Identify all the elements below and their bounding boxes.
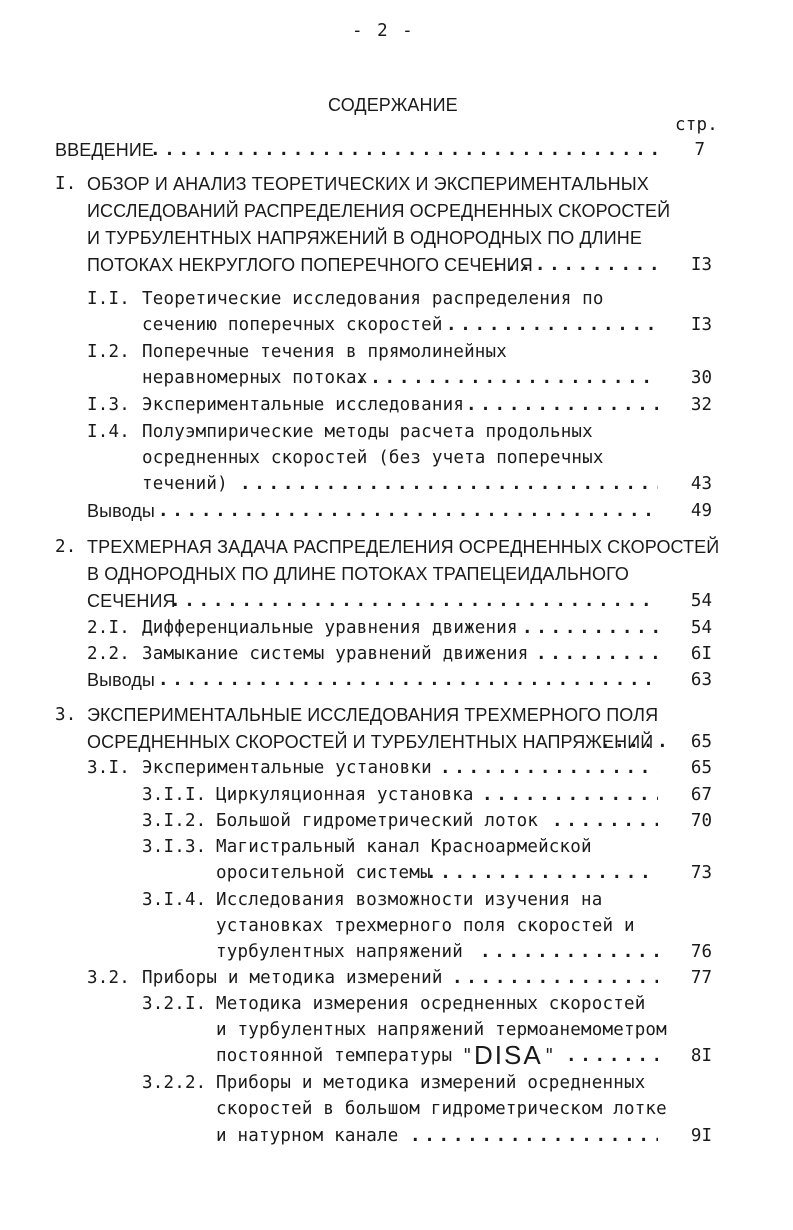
- section-title-line: Приборы и методика измерений: [142, 968, 443, 988]
- subsection-number: 3.I.I.: [142, 785, 207, 805]
- leader-dots: [426, 862, 658, 884]
- chapter-number: 2.: [55, 537, 77, 557]
- subsection-number: 3.2.I.: [142, 994, 207, 1014]
- subsection-title-line: и турбулентных напряжений термоанемометром: [216, 1020, 667, 1040]
- chapter-title-line: ЭКСПЕРИМЕНТАЛЬНЫЕ ИССЛЕДОВАНИЯ ТРЕХМЕРНОГО ПОЛЯ: [87, 705, 659, 725]
- section-number: I.2.: [87, 342, 130, 362]
- page-ref: 54: [690, 618, 712, 638]
- page-ref: 54: [690, 591, 712, 611]
- page-ref: 70: [690, 811, 712, 831]
- leader-dots: [446, 314, 658, 336]
- page-column-label: стр.: [675, 115, 718, 135]
- page-ref: 63: [690, 670, 712, 690]
- section-number: 2.I.: [87, 618, 130, 638]
- section-title-line: Поперечные течения в прямолинейных: [142, 342, 508, 362]
- subsection-title-line: Магистральный канал Красноармейской: [216, 837, 592, 857]
- subsection-number: 3.2.2.: [142, 1073, 207, 1093]
- leader-dots: [600, 731, 664, 753]
- page-ref: 65: [690, 758, 712, 778]
- page-ref: 73: [690, 863, 712, 883]
- page-ref: 7: [694, 140, 705, 160]
- section-title-line: сечению поперечных скоростей: [142, 315, 443, 335]
- chapter-number: I.: [55, 174, 77, 194]
- page-ref: 8I: [690, 1046, 712, 1066]
- section-title-line: Дифференциальные уравнения движения: [142, 618, 518, 638]
- section-title-line: Полуэмпирические методы расчета продольных: [142, 422, 593, 442]
- subsection-title-line: Методика измерения осредненных скоростей: [216, 994, 646, 1014]
- chapter-title-line: ТРЕХМЕРНАЯ ЗАДАЧА РАСПРЕДЕЛЕНИЯ ОСРЕДНЕННЫХ СКОРОСТЕЙ: [87, 537, 720, 557]
- conclusions-entry: Выводы: [87, 670, 155, 690]
- page-ref: 43: [690, 474, 712, 494]
- page-ref: 30: [690, 368, 712, 388]
- page-ref: 77: [690, 968, 712, 988]
- chapter-title-line: В ОДНОРОДНЫХ ПО ДЛИНЕ ПОТОКАХ ТРАПЕЦЕИДАЛЬНОГО: [87, 564, 630, 584]
- chapter-number: 3.: [55, 705, 77, 725]
- leader-dots: [566, 1045, 658, 1067]
- chapter-title-line: ОБЗОР И АНАЛИЗ ТЕОРЕТИЧЕСКИХ И ЭКСПЕРИМЕНТАЛЬНЫХ: [87, 174, 649, 194]
- leader-dots: [150, 139, 658, 161]
- section-title-line: осредненных скоростей (без учета поперечных: [142, 448, 604, 468]
- chapter-title-line: И ТУРБУЛЕНТНЫХ НАПРЯЖЕНИЙ В ОДНОРОДНЫХ ПО ДЛИНЕ: [87, 228, 642, 248]
- conclusions-entry: Выводы: [87, 501, 155, 521]
- subsection-title-line: Циркуляционная установка: [216, 785, 474, 805]
- toc-title: СОДЕРЖАНИЕ: [328, 95, 458, 115]
- subsection-title-line: скоростей в большом гидрометрическом лотке: [216, 1099, 667, 1119]
- section-title-line: Замыкание системы уравнений движения: [142, 644, 529, 664]
- toc-entry-intro: ВВЕДЕНИЕ: [55, 140, 154, 160]
- section-number: I.4.: [87, 422, 130, 442]
- leader-dots: [522, 617, 658, 639]
- section-number: 2.2.: [87, 644, 130, 664]
- section-title-line: Экспериментальные установки: [142, 758, 432, 778]
- page-ref: 9I: [690, 1126, 712, 1146]
- leader-dots: [480, 941, 658, 963]
- page-ref: 49: [690, 501, 712, 521]
- leader-dots: [492, 254, 658, 276]
- subsection-number: 3.I.4.: [142, 890, 207, 910]
- page-ref: I3: [690, 315, 712, 335]
- section-title-line: Экспериментальные исследования: [142, 395, 465, 415]
- section-title-line: неравномерных потоках: [142, 368, 368, 388]
- section-number: I.I.: [87, 289, 130, 309]
- subsection-title-line: оросительной системы: [216, 863, 431, 883]
- section-title-line: Теоретические исследования распределения по: [142, 289, 604, 309]
- chapter-title-line: ПОТОКАХ НЕКРУГЛОГО ПОПЕРЕЧНОГО СЕЧЕНИЯ: [87, 255, 533, 275]
- page-ref: 65: [690, 732, 712, 752]
- subsection-title-line: турбулентных напряжений: [216, 942, 463, 962]
- subsection-title-line: Приборы и методика измерений осредненных: [216, 1073, 646, 1093]
- leader-dots: [452, 967, 658, 989]
- leader-dots: [240, 473, 658, 495]
- brand-name-disa: DISA: [474, 1040, 543, 1070]
- leader-dots: [356, 367, 658, 389]
- chapter-title-line: ИССЛЕДОВАНИЙ РАСПРЕДЕЛЕНИЯ ОСРЕДНЕННЫХ СКОРОСТЕЙ: [87, 201, 671, 221]
- subsection-title-line: и натурном канале: [216, 1126, 399, 1146]
- leader-dots: [410, 1125, 658, 1147]
- leader-dots: [466, 394, 658, 416]
- section-number: 3.2.: [87, 968, 130, 988]
- section-number: I.3.: [87, 395, 130, 415]
- subsection-number: 3.I.3.: [142, 837, 207, 857]
- close-quote: ": [544, 1046, 555, 1066]
- leader-dots: [482, 784, 658, 806]
- chapter-title-line: СЕЧЕНИЯ: [87, 591, 176, 611]
- page-ref: 67: [690, 785, 712, 805]
- open-quote: ": [462, 1046, 473, 1066]
- page-ref: I3: [690, 255, 712, 275]
- page-number-header: - 2 -: [352, 21, 415, 41]
- subsection-number: 3.I.2.: [142, 811, 207, 831]
- subsection-title-line: Исследования возможности изучения на: [216, 890, 603, 910]
- leader-dots: [552, 810, 658, 832]
- subsection-title-line: постоянной температуры: [216, 1046, 453, 1066]
- page-ref: 6I: [690, 644, 712, 664]
- subsection-title-line: Большой гидрометрический лоток: [216, 811, 539, 831]
- section-number: 3.I.: [87, 758, 130, 778]
- page-ref: 32: [690, 395, 712, 415]
- leader-dots: [158, 500, 658, 522]
- section-title-line: течений): [142, 474, 228, 494]
- leader-dots: [440, 757, 658, 779]
- leader-dots: [158, 669, 658, 691]
- leader-dots: [170, 590, 658, 612]
- page-ref: 76: [690, 942, 712, 962]
- chapter-title-line: ОСРЕДНЕННЫХ СКОРОСТЕЙ И ТУРБУЛЕНТНЫХ НАПРЯЖЕНИЙ: [87, 732, 654, 752]
- leader-dots: [536, 643, 658, 665]
- subsection-title-line: установках трехмерного поля скоростей и: [216, 916, 635, 936]
